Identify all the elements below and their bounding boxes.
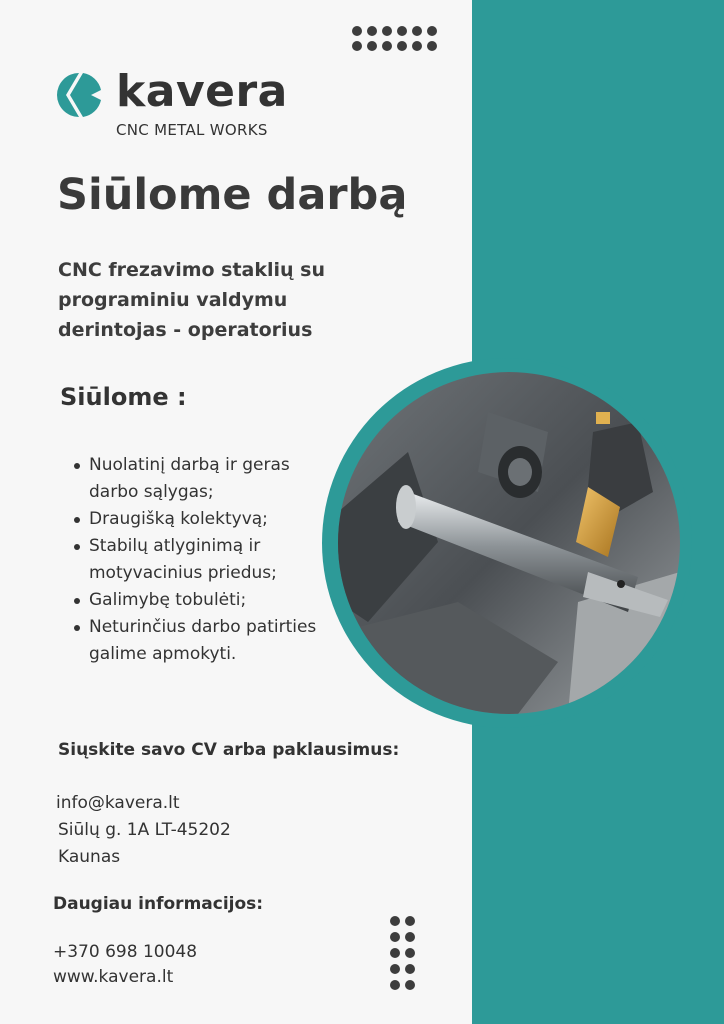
address-line: Siūlų g. 1A LT-45202	[58, 820, 231, 840]
page-headline: Siūlome darbą	[57, 170, 408, 220]
cnc-machine-photo	[338, 372, 680, 714]
benefit-item: Draugišką kolektyvą;	[74, 506, 324, 533]
cv-heading: Siųskite savo CV arba paklausimus:	[58, 740, 400, 760]
more-info-heading: Daugiau informacijos:	[53, 894, 264, 914]
benefit-item: Nuolatinį darbą ir geras darbo sąlygas;	[74, 452, 324, 506]
job-position-title: CNC frezavimo staklių su programiniu valdymu derintojas - operatorius	[58, 259, 326, 341]
benefit-item: Stabilų atlyginimą ir motyvacinius priedus;	[74, 533, 324, 587]
company-logo	[56, 66, 356, 142]
cnc-tool-illustration	[338, 372, 680, 714]
brand-name: kavera	[116, 66, 288, 117]
decorative-dot-grid-top	[352, 26, 437, 51]
phone-website-block	[53, 940, 197, 990]
benefit-item: Galimybę tobulėti;	[74, 587, 324, 614]
brand-tagline: CNC METAL WORKS	[116, 121, 268, 139]
offers-heading: Siūlome :	[60, 383, 187, 411]
contact-block	[56, 790, 231, 871]
phone-number[interactable]: +370 698 10048	[53, 942, 198, 962]
website-link[interactable]: www.kavera.lt	[53, 967, 174, 987]
decorative-dot-grid-bottom	[390, 916, 415, 990]
city-line: Kaunas	[58, 847, 121, 867]
benefit-item: Neturinčius darbo patirties galime apmokyti.	[74, 614, 324, 668]
benefits-list	[74, 452, 324, 668]
email-link[interactable]: info@kavera.lt	[56, 793, 180, 813]
kavera-logo-icon	[56, 72, 102, 118]
